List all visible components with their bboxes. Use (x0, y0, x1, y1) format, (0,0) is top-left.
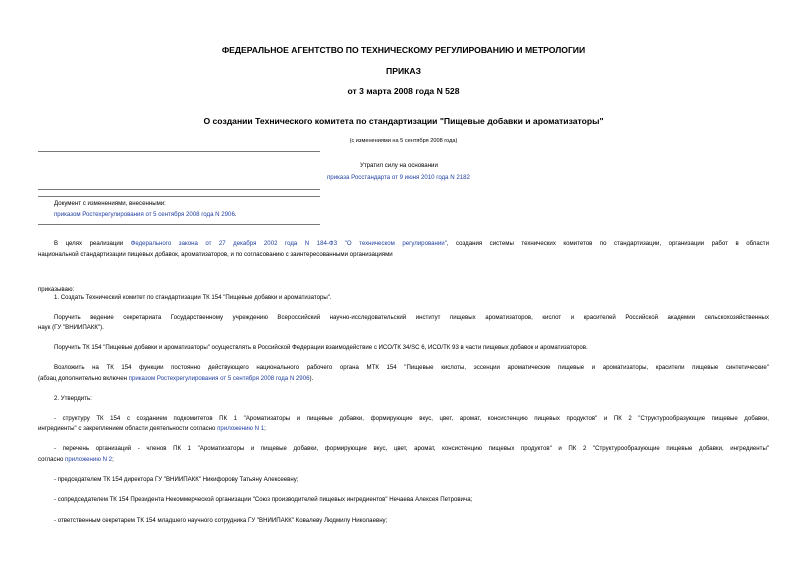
members-text-a: согласно (38, 456, 66, 463)
separator-rule (38, 189, 320, 190)
doc-type: ПРИКАЗ (386, 66, 421, 76)
mtk-line-1: Возложить на ТК 154 функции постоянно действующего национального рабочего органа МТК 154 "Пищевые кислоты, эссенции ароматические пищевые и ароматизаторы, красители пищевые синтетические" (54, 364, 769, 371)
order-word: приказываю: (38, 286, 75, 293)
changes-link[interactable]: приказом Ростехрегулирования от 5 сентября 2008 года N 2906 (54, 211, 235, 218)
separator-rule (38, 151, 320, 152)
separator-rule (38, 224, 320, 225)
members-line-1: - перечень организаций - членов ПК 1 "Ароматизаторы и пищевые добавки, формирующие вкус, цвет, аромат, консистенцию пищевых продуктов" и ПК 2 "Структурообразующие пищевые добавки, ингредиенты" (54, 445, 769, 452)
preamble-line-2: национальной стандартизации пищевых добавок, ароматизаторов, и по согласованию с заинтересованными организациями (38, 251, 393, 258)
secretariat-line-2: наук (ГУ "ВНИИПАКК"). (38, 324, 104, 331)
doc-date: от 3 марта 2008 года N 528 (347, 86, 460, 96)
amendment-note: (с изменениями на 5 сентября 2008 года) (349, 138, 458, 144)
members-line-2 (38, 455, 114, 465)
structure-line-1: - структуру ТК 154 с созданием подкомитетов ПК 1 "Ароматизаторы и пищевые добавки, формирующие вкус, цвет, аромат, консистенцию пищевых продуктов" и ПК 2 "Структурообразующие пищевые добавки, (54, 415, 769, 422)
changes-end: . (234, 211, 237, 218)
structure-text-b: ; (264, 425, 266, 432)
structure-line-2 (38, 424, 266, 434)
structure-text-a: ингредиенты" с закреплением области деятельности согласно (38, 425, 218, 432)
changes-text: Документ с изменениями, внесенными: (54, 200, 166, 207)
item-2: 2. Утвердить: (54, 395, 92, 402)
appendix-2-link[interactable]: приложению N 2 (65, 456, 113, 463)
mtk-line-2 (38, 374, 313, 384)
secretary-line: - ответственным секретарем ТК 154 младшего научного сотрудника ГУ "ВНИИПАКК" Ковалеву Людмилу Николаевну; (54, 517, 388, 524)
separator-rule (38, 196, 320, 197)
appendix-1-link[interactable]: приложению N 1 (217, 425, 265, 432)
members-text-b: ; (112, 456, 114, 463)
law-link[interactable]: Федерального закона от 27 декабря 2002 года N 184-ФЗ "О техническом регулировании" (130, 240, 447, 247)
status-link[interactable]: приказа Росстандарта от 9 июня 2010 года N 2182 (327, 174, 470, 181)
changes-line (54, 210, 237, 220)
preamble-text-2: , создания системы технических комитетов по стандартизации, организации работ в области (446, 240, 769, 247)
preamble-line-1 (38, 239, 769, 249)
doc-title: О создании Технического комитета по стандартизации "Пищевые добавки и ароматизаторы" (203, 116, 604, 126)
agency-heading: ФЕДЕРАЛЬНОЕ АГЕНТСТВО ПО ТЕХНИЧЕСКОМУ РЕГУЛИРОВАНИЮ И МЕТРОЛОГИИ (221, 45, 586, 55)
secretariat-line-1: Поручить ведение секретариата Государственному учреждению Всероссийский научно-исследовательский институт пищевых ароматизаторов, кислот и красителей Российской академии сельскохозяйственных (54, 314, 769, 321)
item-1: 1. Создать Технический комитет по стандартизации ТК 154 "Пищевые добавки и ароматизаторы". (54, 294, 332, 301)
mtk-link[interactable]: приказом Ростехрегулирования от 5 сентября 2008 года N 2906 (128, 375, 310, 382)
preamble-text-1: В целях реализации (54, 240, 131, 247)
chair-line: - председателем ТК 154 директора ГУ "ВНИИПАКК" Никифорову Татьяну Алексеевну; (54, 476, 299, 483)
cochair-line: - сопредседателем ТК 154 Президента Некоммерческой организации "Союз производителей пищевых ингредиентов" Нечаева Алексея Петровича; (54, 496, 473, 503)
status-text: Утратил силу на основании (360, 162, 438, 169)
mtk-text-b: ). (309, 375, 314, 382)
interaction-paragraph: Поручить ТК 154 "Пищевые добавки и ароматизаторы" осуществлять в Российской Федерации взаимодействие с ИСО/ТК 34/SC 6, ИСО/ТК 93 в части пищевых добавок и ароматизаторов. (54, 344, 588, 351)
mtk-text-a: (абзац дополнительно включен (38, 375, 129, 382)
